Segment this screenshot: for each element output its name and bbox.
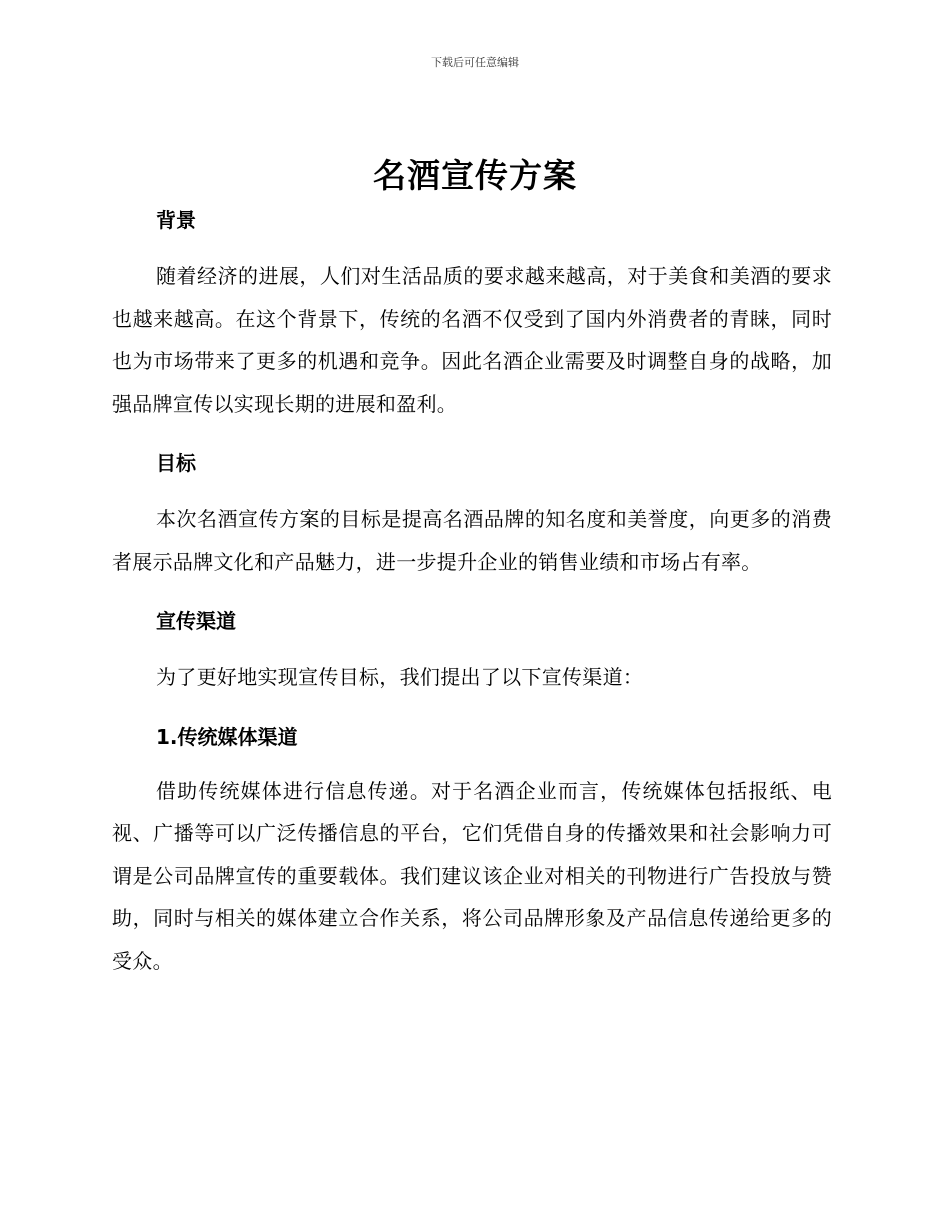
section-heading-traditional-media: 1.传统媒体渠道 — [156, 724, 298, 749]
document-title: 名酒宣传方案 — [373, 156, 577, 195]
section-paragraph-traditional-media: 借助传统媒体进行信息传递。对于名酒企业而言，传统媒体包括报纸、电视、广播等可以广泛传播信息的平台，它们凭借自身的传播效果和社会影响力可谓是公司品牌宣传的重要载体。我们建议该企业对相关的刊物进行广告投放与赞助，同时与相关的媒体建立合作关系，将公司品牌形象及产品信息传递给更多的受众。 — [112, 778, 832, 973]
section-paragraph-background: 随着经济的进展，人们对生活品质的要求越来越高，对于美食和美酒的要求也越来越高。在这个背景下，传统的名酒不仅受到了国内外消费者的青睐，同时也为市场带来了更多的机遇和竞争。因此名酒企业需要及时调整自身的战略，加强品牌宣传以实现长期的进展和盈利。 — [112, 264, 832, 416]
section-heading-goal: 目标 — [156, 451, 196, 475]
document-body — [112, 205, 832, 982]
section-paragraph-goal: 本次名酒宣传方案的目标是提高名酒品牌的知名度和美誉度，向更多的消费者展示品牌文化和产品魅力，进一步提升企业的销售业绩和市场占有率。 — [112, 507, 832, 574]
section-heading-background: 背景 — [156, 208, 196, 232]
section-paragraph-channels: 为了更好地实现宣传目标，我们提出了以下宣传渠道： — [156, 665, 644, 689]
section-heading-channels: 宣传渠道 — [156, 609, 236, 633]
header-note: 下载后可任意编辑 — [431, 56, 519, 69]
